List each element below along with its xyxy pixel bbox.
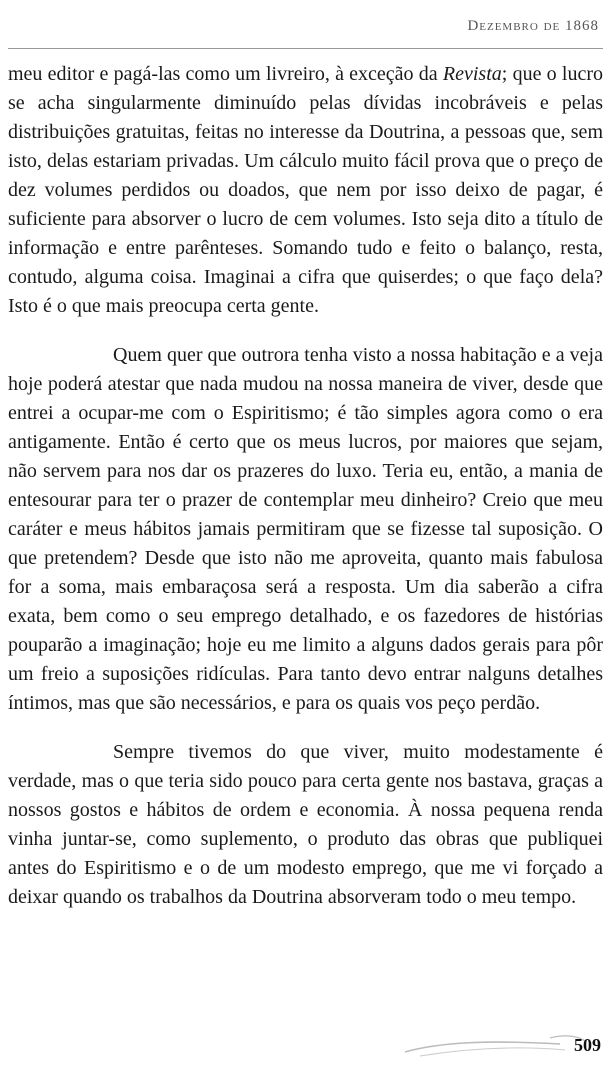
paragraph-1-text-b: ; que o lucro se acha singularmente diminuído pelas dívidas incobráveis e pelas distribuições gratuitas, feitas no interesse da Doutrina, a pessoas que, sem isto, delas estariam privadas. Um cálculo muito fácil prova que o preço de dez volumes perdidos ou doados, que nem por isso deixo de pagar, é suficiente para absorver o lucro de cem volumes. Isto seja dito a título de informação e entre parênteses. Somando tudo e feito o balanço, resta, contudo, alguma coisa. Imaginai a cifra que quiserdes; o que faço dela? Isto é o que mais preocupa certa gente. — [8, 63, 604, 317]
running-header: Dezembro de 1868 — [467, 18, 599, 34]
paragraph-1 — [8, 60, 603, 321]
page-footer — [400, 1030, 605, 1060]
paragraph-1-text-a: meu editor e pagá-las como um livreiro, à exceção da — [8, 63, 443, 85]
header-rule — [8, 48, 603, 49]
page-body — [8, 60, 603, 932]
page-number: 509 — [574, 1035, 601, 1055]
journal-title-italic: Revista — [442, 63, 502, 85]
paragraph-2: Quem quer que outrora tenha visto a nossa habitação e a veja hoje poderá atestar que nada mudou na nossa maneira de viver, desde que entrei a ocupar-me com o Espiritismo; é tão simples agora como o era antigamente. Então é certo que os meus lucros, por maiores que sejam, não servem para nos dar os prazeres do luxo. Teria eu, então, a mania de entesourar para ter o prazer de contemplar meu dinheiro? Creio que meu caráter e meus hábitos jamais permitiram que se fizesse tal suposição. O que pretendem? Desde que isto não me aproveita, quanto mais fabulosa for a soma, mais embaraçosa será a resposta. Um dia saberão a cifra exata, bem como o seu emprego detalhado, e os fazedores de histórias pouparão a imaginação; hoje eu me limito a alguns dados gerais para pôr um freio a suposições ridículas. Para tanto devo entrar nalguns detalhes íntimos, mas que são necessários, e para os quais vos peço perdão. — [8, 344, 603, 714]
paragraph-3: Sempre tivemos do que viver, muito modestamente é verdade, mas o que teria sido pouco para certa gente nos bastava, graças a nossos gostos e hábitos de ordem e economia. À nossa pequena renda vinha juntar-se, como suplemento, o produto das obras que publiquei antes do Espiritismo e o de um modesto emprego, que me vi forçado a deixar quando os trabalhos da Doutrina absorveram todo o meu tempo. — [8, 741, 603, 908]
